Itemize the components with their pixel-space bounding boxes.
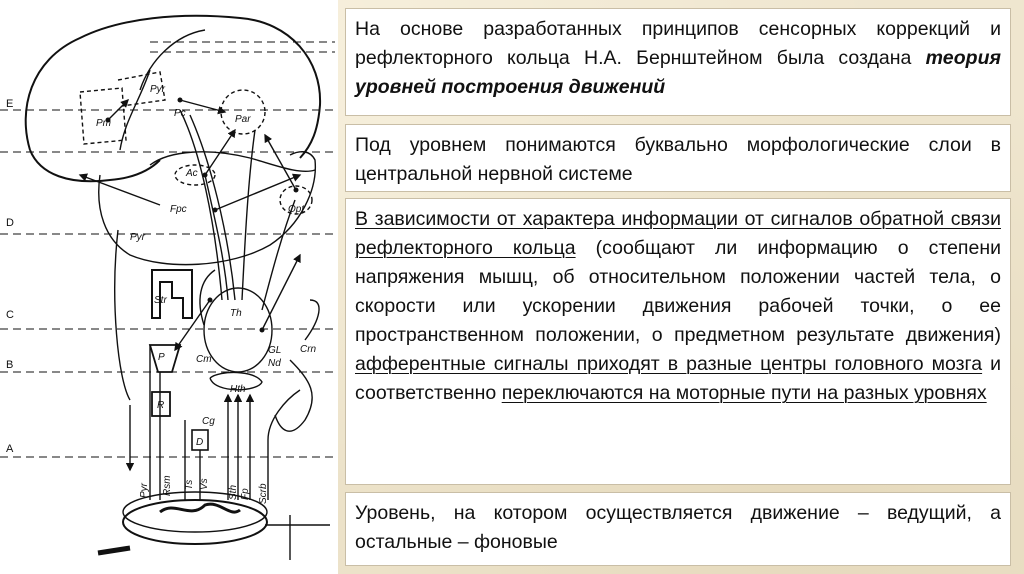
label-opt: Opt [288, 204, 305, 215]
label-scrb: Scrb [258, 483, 269, 504]
label-sth: Sth [228, 484, 239, 500]
label-p: P [158, 352, 165, 363]
label-fp: Fp [240, 488, 251, 500]
label-th: Th [230, 308, 242, 319]
label-nd: Nd [268, 358, 281, 369]
label-str: Str [154, 295, 167, 306]
underlined-phrase-switching: переключаются на моторные пути на разных уровнях [501, 382, 987, 404]
label-ac: Ac [186, 168, 198, 179]
label-cg: Cg [202, 416, 215, 427]
level-label: B [6, 359, 14, 371]
theory-emphasis: теория уровней построения движений [355, 47, 1001, 98]
level-definition-text: Под уровнем понимаются буквально морфологические слои в центральной нервной системе [355, 134, 1001, 185]
label-par: Par [235, 114, 251, 125]
diagram-svg [0, 0, 338, 574]
text-box-leading-level [345, 492, 1011, 566]
label-rsm: Rsm [162, 475, 173, 496]
label-hth: Hth [230, 384, 246, 395]
underlined-phrase-centers: афферентные сигналы приходят в разные центры головного мозга [355, 353, 983, 375]
theory-text: На основе разработанных принципов сенсорных коррекций и рефлекторного кольца Н.А. Бернштейном была создана [355, 18, 1001, 69]
brain-levels-diagram [0, 0, 338, 574]
label-ts: Ts [184, 479, 195, 490]
label-pyr-mid: Pyr [130, 232, 145, 243]
plain-text: (сообщают ли информацию о степени напряжения мышц, об относительном положении частей тела, о скорости или ускорении движения рабочей точки, о ее пространственном положении, о предметном результате движения) [355, 237, 1001, 346]
label-pc: Pc [174, 108, 186, 119]
theory-paragraph [355, 15, 1001, 102]
text-box-afferent-signals [345, 198, 1011, 485]
plain-text: и соответственно [355, 353, 1002, 404]
label-pm: Pm [96, 118, 111, 129]
label-gl: GL [268, 345, 282, 356]
label-fpc: Fpc [170, 204, 187, 215]
level-label: E [6, 98, 14, 110]
level-lines [0, 42, 338, 457]
label-cm: Cm [196, 354, 212, 365]
level-label: A [6, 443, 14, 455]
label-pyr-bottom: Pyr [139, 483, 150, 498]
label-vs: Vs [199, 478, 210, 490]
text-box-theory [345, 8, 1011, 116]
afferent-paragraph [355, 205, 1001, 408]
label-d: D [196, 437, 204, 448]
text-box-level-definition [345, 124, 1011, 192]
label-r: R [157, 400, 165, 411]
leading-level-text: Уровень, на котором осуществляется движение – ведущий, а остальные – фоновые [355, 502, 1001, 553]
label-crn: Crn [300, 344, 317, 355]
label-pyr: Pyr [150, 84, 165, 95]
level-label: C [6, 309, 14, 321]
underlined-phrase-feedback: В зависимости от характера информации от сигналов обратной связи рефлекторного кольца [355, 208, 1001, 259]
level-label: D [6, 217, 14, 229]
